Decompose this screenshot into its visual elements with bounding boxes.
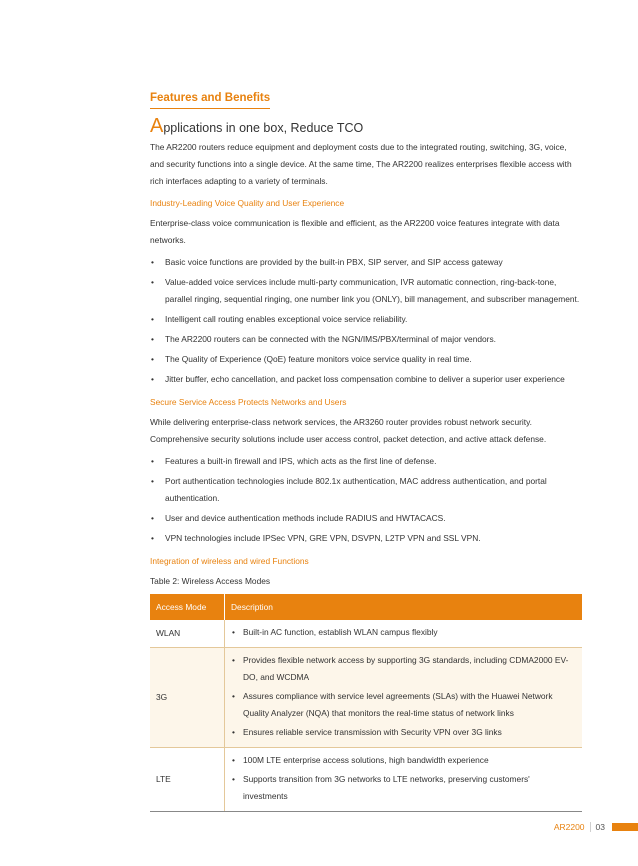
cell-bullet-list (231, 624, 576, 641)
list-item: • Ensures reliable service transmission with Security VPN over 3G links (231, 724, 576, 741)
headline-initial: A (150, 115, 164, 137)
voice-bullet-list (150, 254, 580, 388)
cell-bullet-list (231, 652, 576, 741)
security-bullet-list (150, 453, 580, 547)
section-title: Features and Benefits (150, 91, 270, 109)
list-item: • Provides flexible network access by supporting 3G standards, including CDMA2000 EV-DO, and WCDMA (231, 652, 576, 686)
list-item: • The Quality of Experience (QoE) feature monitors voice service quality in real time. (150, 351, 580, 368)
list-item: • Supports transition from 3G networks to LTE networks, preserving customers' investments (231, 771, 576, 805)
intro-paragraph: The AR2200 routers reduce equipment and deployment costs due to the integrated routing, switching, 3G, voice, and security functions into a single device. At the same time, The AR2200 realizes enterprises flexible access with rich interfaces adapting to a variety of terminals. (150, 142, 572, 186)
list-item: • The AR2200 routers can be connected with the NGN/IMS/PBX/terminal of major vendors. (150, 331, 580, 348)
security-paragraph: While delivering enterprise-class network services, the AR3260 router provides robust network security. Comprehensive security solutions include user access control, packet detection, and active attack defense. (150, 417, 547, 444)
list-item: • Value-added voice services include multi-party communication, IVR automatic connection, ring-back-tone, parallel ringing, sequential ringing, one number link you (ONLY), bill management, and subscriber management. (150, 274, 580, 308)
wireless-access-table (150, 594, 582, 812)
footer-accent-bar (612, 823, 638, 831)
table-row (150, 748, 582, 812)
table-cell-description (225, 748, 583, 812)
list-item: • Jitter buffer, echo cancellation, and packet loss compensation combine to deliver a superior user experience (150, 371, 580, 388)
list-item: • User and device authentication methods include RADIUS and HWTACACS. (150, 510, 580, 527)
list-item: • Features a built-in firewall and IPS, which acts as the first line of defense. (150, 453, 580, 470)
security-heading: Secure Service Access Protects Networks and Users (150, 397, 347, 407)
table-cell-mode: LTE (150, 748, 225, 812)
voice-paragraph: Enterprise-class voice communication is flexible and efficient, as the AR2200 voice features integrate with data networks. (150, 218, 560, 245)
footer-product-label: AR2200 (553, 822, 585, 832)
list-item: • Built-in AC function, establish WLAN campus flexibly (231, 624, 576, 641)
table-cell-description (225, 648, 583, 748)
footer-divider (590, 822, 591, 832)
integration-heading: Integration of wireless and wired Functions (150, 556, 309, 566)
list-item: • VPN technologies include IPSec VPN, GRE VPN, DSVPN, L2TP VPN and SSL VPN. (150, 530, 580, 547)
table-row (150, 648, 582, 748)
document-body (150, 90, 580, 812)
list-item: • Port authentication technologies include 802.1x authentication, MAC address authentication, and portal authentication. (150, 473, 580, 507)
page-number: 03 (595, 822, 605, 832)
table-caption: Table 2: Wireless Access Modes (150, 576, 271, 586)
list-item: • Intelligent call routing enables exceptional voice service reliability. (150, 311, 580, 328)
headline (150, 117, 580, 137)
column-header-access-mode: Access Mode (150, 594, 225, 620)
voice-heading: Industry-Leading Voice Quality and User Experience (150, 198, 345, 208)
list-item: • Assures compliance with service level agreements (SLAs) with the Huawei Network Quality Analyzer (NQA) that monitors the real-time status of network links (231, 688, 576, 722)
table-cell-description (225, 620, 583, 648)
table-row (150, 620, 582, 648)
column-header-description: Description (225, 594, 583, 620)
list-item: • Basic voice functions are provided by the built-in PBX, SIP server, and SIP access gateway (150, 254, 580, 271)
page-footer (554, 820, 638, 834)
table-cell-mode: WLAN (150, 620, 225, 648)
headline-text: pplications in one box, Reduce TCO (163, 121, 364, 135)
table-header-row (150, 594, 582, 620)
table-cell-mode: 3G (150, 648, 225, 748)
cell-bullet-list (231, 752, 576, 805)
list-item: • 100M LTE enterprise access solutions, high bandwidth experience (231, 752, 576, 769)
